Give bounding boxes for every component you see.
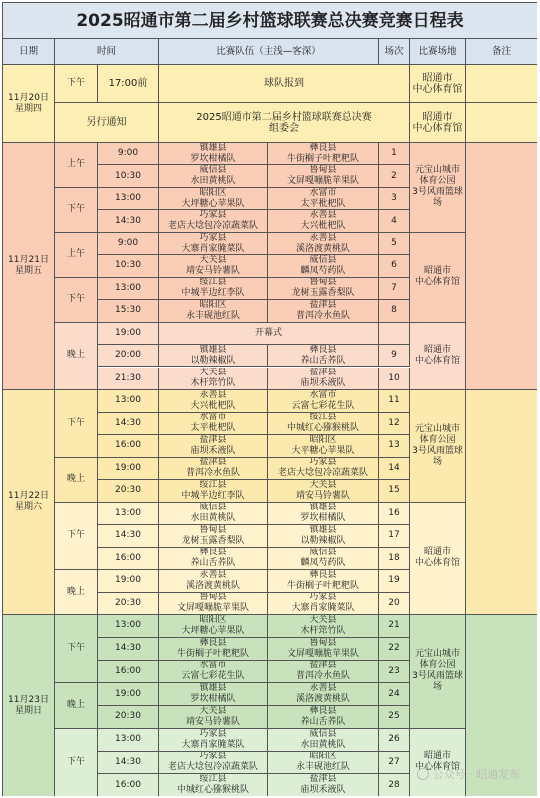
match-number: 14 (379, 458, 410, 481)
header-venue: 比赛场地 (410, 39, 466, 65)
match-time: 20:00 (98, 345, 159, 367)
remark-day22 (466, 390, 537, 615)
match-away-team: 彝良县 牛街榈子叶粑粑队 (268, 143, 379, 165)
event-checkin: 球队报到 (159, 65, 410, 103)
match-away-team: 鲁甸县 文屏嘎嘣脆苹果队 (268, 165, 379, 187)
match-away-team: 彝良县 牛街榈子叶粑粑队 (268, 570, 379, 593)
match-away-team: 威信县 水田黄桃队 (268, 729, 379, 752)
match-home-team: 镇雄县 罗坎柑橘队 (159, 683, 268, 706)
venue-yuanbaoshan: 元宝山城市 体育公园 3号风雨篮球场 (410, 615, 466, 729)
match-number: 17 (379, 525, 410, 548)
match-number: 10 (379, 368, 410, 391)
remark-day21 (466, 143, 537, 390)
venue-yuanbaoshan: 元宝山城市 体育公园 3号风雨篮球场 (410, 143, 466, 233)
match-time: 10:30 (98, 255, 159, 277)
match-number: 28 (379, 774, 410, 796)
match-number: 25 (379, 706, 410, 729)
opening-ceremony: 开幕式 (159, 323, 379, 345)
match-number: 7 (379, 278, 410, 300)
match-time: 15:30 (98, 300, 159, 322)
match-home-team: 巧家县 大寨肖家腌菜队 (159, 729, 268, 752)
date-day23: 11月23日 星期日 (3, 615, 55, 796)
match-away-team: 水富市 云富七彩花生队 (268, 390, 379, 413)
match-home-team: 永善县 溪洛渡黄桃队 (159, 570, 268, 593)
match-number: 20 (379, 593, 410, 616)
match-time: 14:30 (98, 525, 159, 548)
match-away-team: 鲁甸县 文屏嘎嘣脆苹果队 (268, 638, 379, 661)
match-time: 16:00 (98, 661, 159, 684)
date-day21: 11月21日 星期五 (3, 143, 55, 390)
match-time: 9:00 (98, 143, 159, 165)
match-home-team: 巧家县 老店大埝包冷凉蔬菜队 (159, 210, 268, 232)
period-day20: 下午 (55, 65, 98, 103)
match-home-team: 盐津县 庙坝禾液队 (159, 435, 268, 458)
match-home-team: 永善县 大兴枇杷队 (159, 390, 268, 413)
match-time: 13:00 (98, 503, 159, 526)
match-time: 13:00 (98, 729, 159, 752)
match-number: 12 (379, 413, 410, 436)
date-day22: 11月22日 星期六 (3, 390, 55, 615)
match-away-team: 盐津县 普洱冷水鱼队 (268, 661, 379, 684)
match-number: 21 (379, 615, 410, 638)
match-home-team: 绥江县 中城半边红李队 (159, 480, 268, 503)
match-away-team: 盐津县 普洱冷水鱼队 (268, 300, 379, 322)
venue-yuanbaoshan: 元宝山城市 体育公园 3号风雨篮球场 (410, 390, 466, 503)
period-morning: 上午 (55, 233, 98, 278)
match-number: 27 (379, 752, 410, 775)
match-away-team: 彝良县 养山舌荞队 (268, 345, 379, 367)
match-number: 13 (379, 435, 410, 458)
match-number: 26 (379, 729, 410, 752)
match-home-team: 鲁甸县 龙树玉露香梨队 (159, 525, 268, 548)
watermark (417, 766, 521, 782)
period-evening: 晚上 (55, 323, 98, 390)
match-home-team: 彝良县 养山舌荞队 (159, 548, 268, 571)
period-evening: 晚上 (55, 458, 98, 503)
match-home-team: 彝良县 牛街榈子叶粑粑队 (159, 638, 268, 661)
match-number: 19 (379, 570, 410, 593)
match-time: 14:30 (98, 752, 159, 775)
match-time: 13:00 (98, 390, 159, 413)
match-away-team: 永善县 溪洛渡黄桃队 (268, 233, 379, 255)
header-match-no: 场次 (379, 39, 410, 65)
period-afternoon: 下午 (55, 390, 98, 458)
header-date: 日期 (3, 39, 55, 65)
date-day20: 11月20日 星期四 (3, 65, 55, 143)
period-afternoon: 下午 (55, 615, 98, 683)
match-time: 20:30 (98, 706, 159, 729)
match-time: 20:30 (98, 593, 159, 616)
period-afternoon: 下午 (55, 188, 98, 233)
match-home-team: 水富市 太平枇杷队 (159, 413, 268, 436)
schedule-sheet (2, 2, 537, 796)
match-home-team: 镇雄县 罗坎柑橘队 (159, 143, 268, 165)
match-number: 15 (379, 480, 410, 503)
match-time: 16:00 (98, 548, 159, 571)
match-number: 4 (379, 210, 410, 232)
match-home-team: 巧家县 大寨肖家腌菜队 (159, 233, 268, 255)
match-number: 22 (379, 638, 410, 661)
match-time: 13:00 (98, 615, 159, 638)
match-number: 2 (379, 165, 410, 187)
watermark-text: 公众号 · 昭通发布 (432, 768, 520, 781)
match-home-team: 昭阳区 永丰砚池红队 (159, 300, 268, 322)
period-evening: 晚上 (55, 570, 98, 615)
venue-center-gym: 昭通市 中心体育馆 (410, 729, 466, 796)
match-number: 11 (379, 390, 410, 413)
match-away-team: 彝良县 养山舌荞队 (268, 706, 379, 729)
period-afternoon: 下午 (55, 503, 98, 571)
period-morning: 上午 (55, 143, 98, 188)
match-away-team: 镇雄县 以勒辣椒队 (268, 525, 379, 548)
match-away-team: 永善县 溪洛渡黄桃队 (268, 683, 379, 706)
opening-time: 19:00 (98, 323, 159, 345)
match-time: 19:00 (98, 570, 159, 593)
venue-day20: 昭通市 中心体育馆 (410, 65, 466, 103)
match-away-team: 盐津县 庙坝禾液队 (268, 774, 379, 796)
match-home-team: 大关县 木杆筇竹队 (159, 368, 268, 391)
header-remark: 备注 (466, 39, 537, 65)
match-home-team: 昭阳区 大坪糖心苹果队 (159, 188, 268, 210)
match-time: 16:00 (98, 435, 159, 458)
wechat-icon (417, 768, 429, 780)
match-home-team: 大关县 靖安马铃薯队 (159, 255, 268, 277)
header-teams: 比赛队伍（主浅—客深） (159, 39, 379, 65)
match-home-team: 威信县 水田黄桃队 (159, 503, 268, 526)
match-number: 18 (379, 548, 410, 571)
notice-venue: 昭通市 中心体育馆 (410, 103, 466, 143)
match-time: 10:30 (98, 165, 159, 187)
match-number: 6 (379, 255, 410, 277)
match-home-team: 威信县 水田黄桃队 (159, 165, 268, 187)
match-number: 5 (379, 233, 410, 255)
venue-center-gym: 昭通市 中心体育馆 (410, 233, 466, 323)
match-home-team: 昭阳区 大坪糖心苹果队 (159, 615, 268, 638)
match-time: 21:30 (98, 368, 159, 391)
match-time: 13:00 (98, 188, 159, 210)
match-time: 16:00 (98, 774, 159, 796)
venue-center-gym: 昭通市 中心体育馆 (410, 323, 466, 390)
match-number: 16 (379, 503, 410, 526)
period-afternoon: 下午 (55, 729, 98, 796)
match-away-team: 盐津县 庙坝禾液队 (268, 368, 379, 391)
match-away-team: 绥江县 中城红心猕猴桃队 (268, 413, 379, 436)
match-away-team: 威信县 麟凤芍药队 (268, 255, 379, 277)
match-away-team: 威信县 麟凤芍药队 (268, 548, 379, 571)
match-away-team: 巧家县 大寨肖家腌菜队 (268, 593, 379, 616)
match-away-team: 大关县 木杆筇竹队 (268, 615, 379, 638)
match-away-team: 昭阳区 永丰砚池红队 (268, 752, 379, 775)
match-home-team: 绥江县 中城红心猕猴桃队 (159, 774, 268, 796)
match-time: 14:30 (98, 413, 159, 436)
match-number: 3 (379, 188, 410, 210)
match-away-team: 大关县 靖安马铃薯队 (268, 480, 379, 503)
match-time: 9:00 (98, 233, 159, 255)
match-number: 8 (379, 300, 410, 322)
match-time: 20:30 (98, 480, 159, 503)
opening-match-number (379, 323, 410, 345)
match-home-team: 巧家县 老店大埝包冷凉蔬菜队 (159, 752, 268, 775)
match-number: 1 (379, 143, 410, 165)
match-time: 14:30 (98, 638, 159, 661)
match-time: 14:30 (98, 210, 159, 232)
match-away-team: 鲁甸县 龙树玉露香梨队 (268, 278, 379, 300)
match-home-team: 镇雄县 以勒辣椒队 (159, 345, 268, 367)
match-away-team: 水富市 太平枇杷队 (268, 188, 379, 210)
remark-day20 (466, 65, 537, 103)
venue-center-gym: 昭通市 中心体育馆 (410, 503, 466, 616)
page-title: 2025昭通市第二届乡村篮球联赛总决赛竞赛日程表 (3, 3, 537, 39)
match-time: 13:00 (98, 278, 159, 300)
time-day20: 17:00前 (98, 65, 159, 103)
header-time: 时间 (55, 39, 159, 65)
notice-label: 另行通知 (55, 103, 159, 143)
match-number: 9 (379, 345, 410, 367)
match-away-team: 镇雄县 罗坎柑橘队 (268, 503, 379, 526)
notice-org: 2025昭通市第二届乡村篮球联赛总决赛 组委会 (159, 103, 410, 143)
period-afternoon: 下午 (55, 278, 98, 323)
match-home-team: 绥江县 中城半边红李队 (159, 278, 268, 300)
period-evening: 晚上 (55, 683, 98, 729)
match-time: 19:00 (98, 683, 159, 706)
remark-notice (466, 103, 537, 143)
match-away-team: 昭阳区 大平糖心苹果队 (268, 435, 379, 458)
match-away-team: 永善县 大兴枇杷队 (268, 210, 379, 232)
match-home-team: 鲁甸县 文屏嘎嘣脆苹果队 (159, 593, 268, 616)
match-away-team: 巧家县 老店大埝包冷凉蔬菜队 (268, 458, 379, 481)
match-time: 19:00 (98, 458, 159, 481)
match-number: 24 (379, 683, 410, 706)
match-home-team: 水富市 云富七彩花生队 (159, 661, 268, 684)
match-home-team: 大关县 靖安马铃薯队 (159, 706, 268, 729)
match-home-team: 盐津县 普洱冷水鱼队 (159, 458, 268, 481)
match-number: 23 (379, 661, 410, 684)
